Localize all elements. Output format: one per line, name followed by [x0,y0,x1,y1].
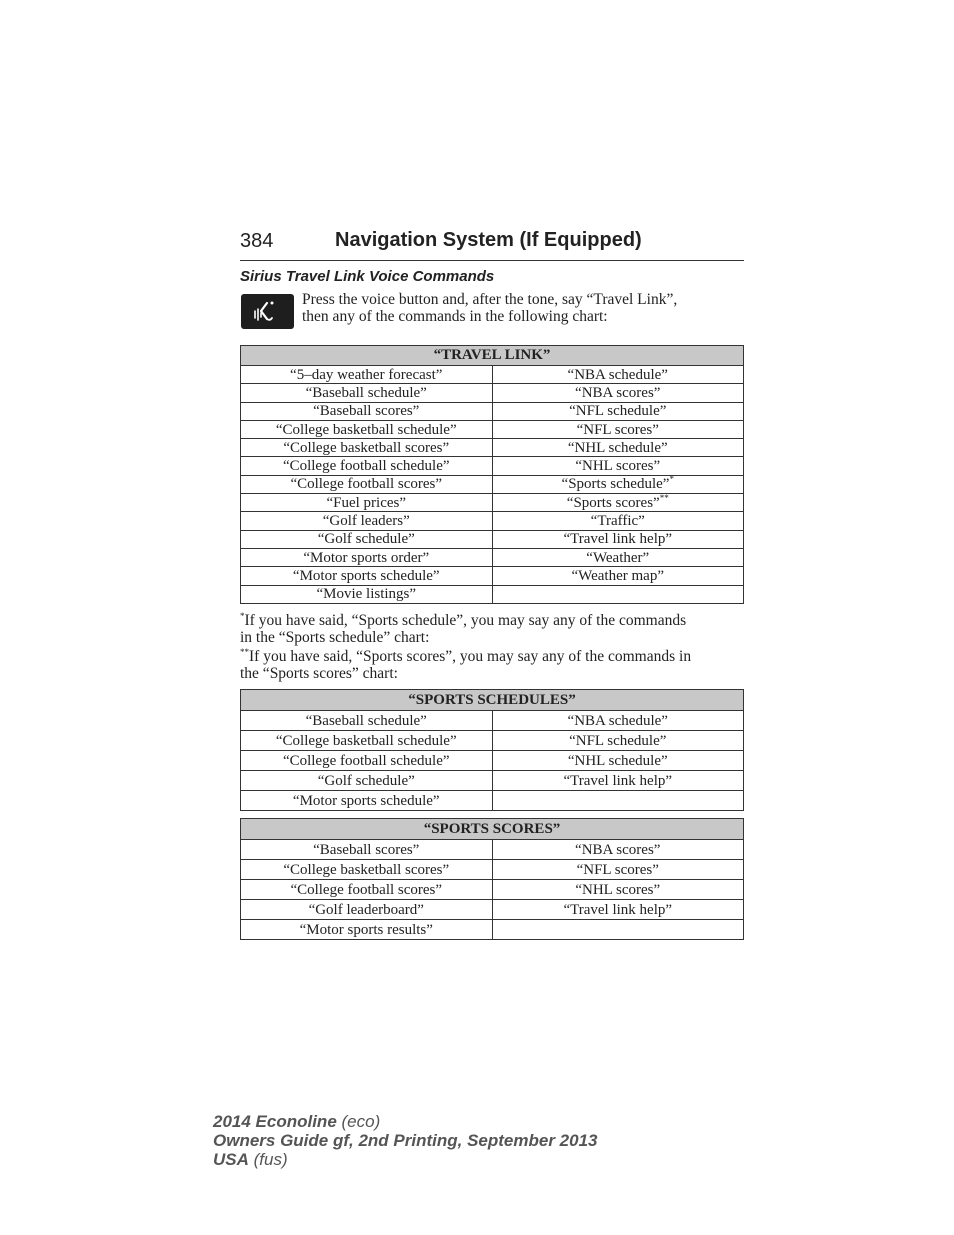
footnote-marker: * [669,475,674,485]
table-cell: “Travel link help” [492,771,744,791]
intro-line: Press the voice button and, after the tone, say “Travel Link”, [302,291,678,308]
table-cell: “Golf schedule” [241,530,493,548]
table-cell: “NFL scores” [492,420,744,438]
table-cell [492,791,744,811]
table-cell: “Motor sports schedule” [241,567,493,585]
footer-model: 2014 Econoline [213,1112,337,1131]
voice-button-icon [241,294,294,329]
table-cell: “Movie listings” [241,585,493,603]
table-cell: “NBA scores” [492,840,744,860]
table-cell: “NFL scores” [492,860,744,880]
table-row [241,366,744,384]
sports-schedules-table [240,689,744,811]
table-cell: “NBA scores” [492,384,744,402]
page-footer [213,1112,597,1169]
table-cell: “Weather” [492,548,744,566]
table-cell: “NHL schedule” [492,751,744,771]
table-cell [492,920,744,940]
table-cell: “Baseball schedule” [241,711,493,731]
intro-text [302,291,744,325]
table-cell: “College basketball schedule” [241,731,493,751]
table-cell: “College football schedule” [241,457,493,475]
page-number: 384 [240,230,274,252]
sports-scores-table [240,818,744,940]
footer-model-code: (eco) [341,1112,381,1131]
table-cell: “Golf leaderboard” [241,900,493,920]
table-cell [492,494,744,512]
table-cell: “Fuel prices” [241,494,493,512]
footnote-sports-schedule [240,612,744,646]
table-cell: “College basketball schedule” [241,420,493,438]
footnote-marker: ** [240,646,249,657]
table-row [241,439,744,457]
table-cell: “Travel link help” [492,530,744,548]
table-cell: “NHL scores” [492,457,744,475]
table-cell: “NFL schedule” [492,731,744,751]
table-cell: “College basketball scores” [241,860,493,880]
table-cell: “Motor sports schedule” [241,791,493,811]
page-header [240,228,744,261]
table-cell: “College football schedule” [241,751,493,771]
table-row [241,840,744,860]
footnote-marker: ** [659,493,669,503]
table-cell: “Baseball scores” [241,402,493,420]
table-row [241,771,744,791]
table-cell: “Baseball scores” [241,840,493,860]
table-cell: “Golf leaders” [241,512,493,530]
table-cell [492,475,744,493]
table-row [241,860,744,880]
cell-text: “Sports schedule” [561,476,670,493]
table-cell: “Golf schedule” [241,771,493,791]
footnote-text: in the “Sports schedule” chart: [240,629,430,646]
table-cell: “NHL schedule” [492,439,744,457]
table-cell: “Motor sports order” [241,548,493,566]
table-row [241,900,744,920]
table-title: “SPORTS SCORES” [241,819,744,840]
chapter-title: Navigation System (If Equipped) [335,229,642,251]
table-cell: “College football scores” [241,880,493,900]
table-row [241,880,744,900]
table-row [241,475,744,493]
footer-region: USA [213,1150,249,1169]
intro-line: then any of the commands in the following chart: [302,308,608,325]
footer-guide: Owners Guide gf, 2nd Printing, September 2013 [213,1131,598,1150]
table-cell: “NHL scores” [492,880,744,900]
table-row [241,384,744,402]
table-row [241,512,744,530]
table-row [241,494,744,512]
footnote-text: If you have said, “Sports schedule”, you may say any of the commands [244,612,687,629]
section-title: Sirius Travel Link Voice Commands [240,268,495,285]
table-row [241,711,744,731]
table-row [241,402,744,420]
table-cell: “Baseball schedule” [241,384,493,402]
table-row [241,920,744,940]
table-row [241,585,744,603]
table-cell: “Travel link help” [492,900,744,920]
footer-region-code: (fus) [253,1150,288,1169]
footnote-sports-scores [240,648,744,682]
table-cell: “NFL schedule” [492,402,744,420]
table-row [241,751,744,771]
footnote-text: the “Sports scores” chart: [240,665,398,682]
table-title: “SPORTS SCHEDULES” [241,690,744,711]
footnote-text: If you have said, “Sports scores”, you may say any of the commands in [249,648,692,665]
table-cell [492,585,744,603]
table-cell: “Motor sports results” [241,920,493,940]
table-cell: “NBA schedule” [492,366,744,384]
table-row [241,791,744,811]
table-cell: “5–day weather forecast” [241,366,493,384]
table-cell: “Traffic” [492,512,744,530]
footnote-marker: * [240,610,245,621]
table-cell: “College football scores” [241,475,493,493]
table-cell: “NBA schedule” [492,711,744,731]
table-row [241,420,744,438]
table-row [241,548,744,566]
travel-link-table [240,345,744,604]
table-row [241,457,744,475]
table-row [241,530,744,548]
cell-text: “Sports scores” [566,494,660,511]
table-row [241,567,744,585]
table-cell: “Weather map” [492,567,744,585]
table-row [241,731,744,751]
table-title: “TRAVEL LINK” [241,346,744,366]
table-cell: “College basketball scores” [241,439,493,457]
